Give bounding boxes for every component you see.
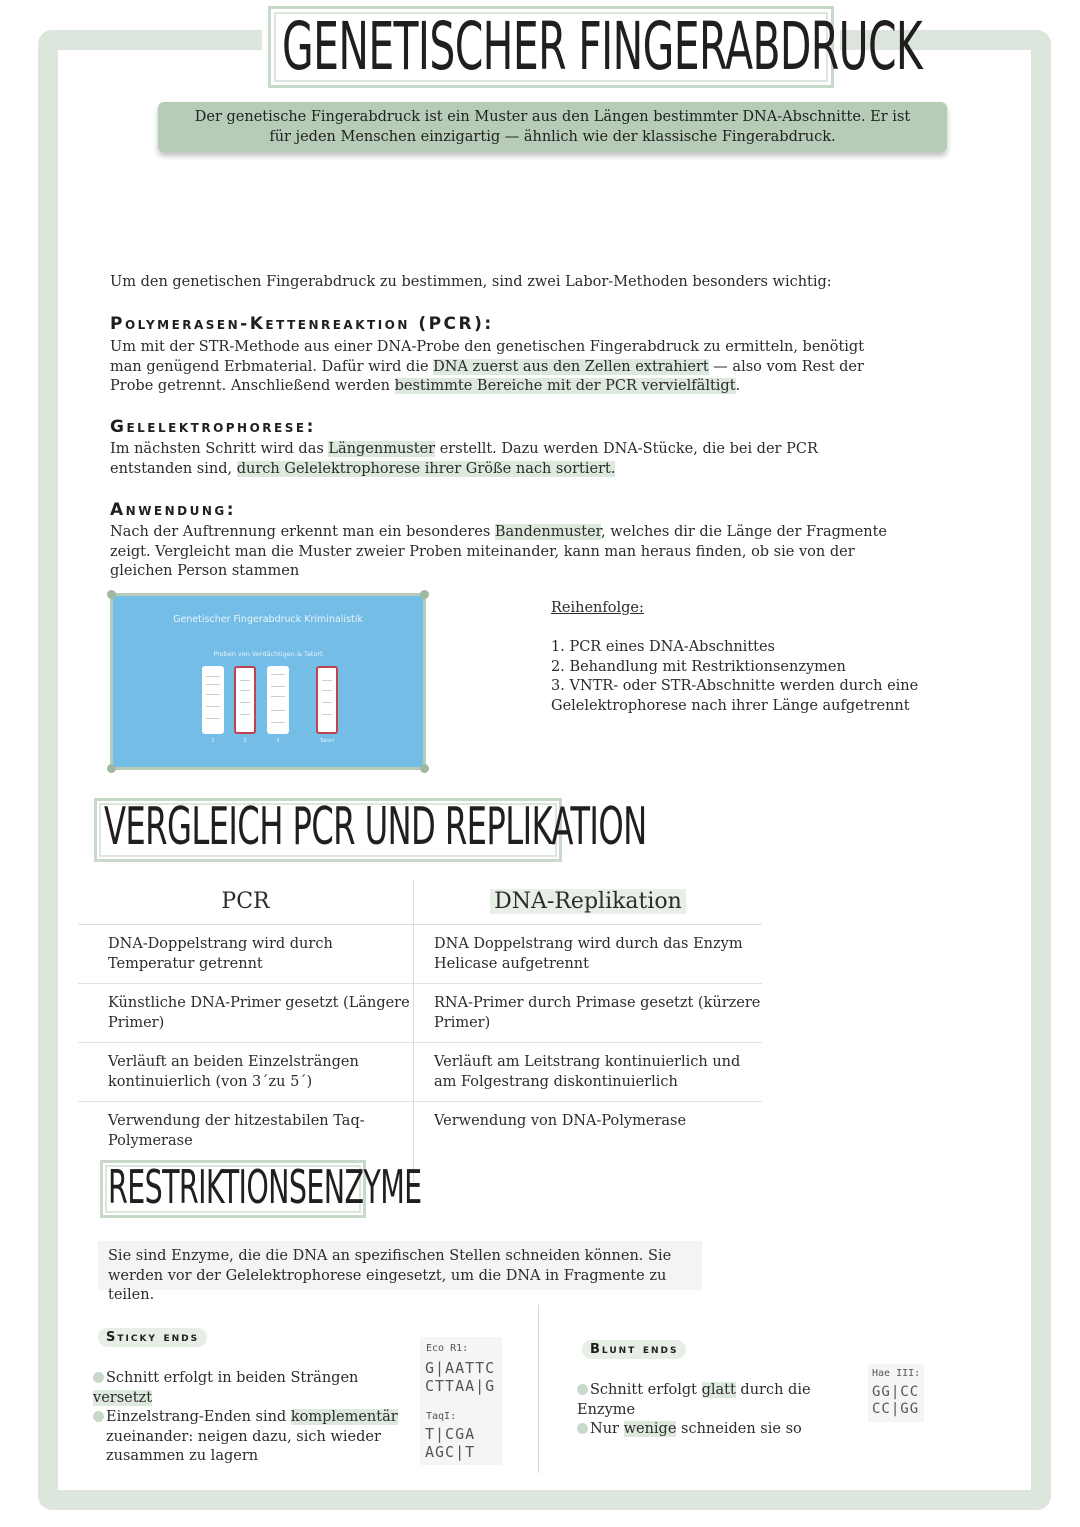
enzyme-label: Hae III:: [872, 1368, 921, 1379]
list-item: Schnitt erfolgt glatt durch die Enzyme: [577, 1382, 811, 1418]
table-cell: Verläuft am Leitstrang kontinuierlich und am Folgestrang diskontinuierlich: [414, 1043, 763, 1102]
sticky-ends-heading: Sticky ends: [98, 1328, 207, 1347]
sequence-bottom: CTTAA|G: [425, 1377, 496, 1395]
figure-title: Genetischer Fingerabdruck Kriminalistik: [173, 614, 363, 625]
table-cell: Künstliche DNA-Primer gesetzt (Längere Primer): [78, 984, 414, 1043]
restriktion-title-banner: [98, 1158, 422, 1220]
gel-lane-1: [202, 666, 224, 734]
table-row: [78, 984, 762, 1043]
list-item: Gelelektrophorese nach ihrer Länge aufgetrennt: [551, 697, 910, 714]
restriktion-title: RESTRIKTIONSENZYME: [108, 1160, 422, 1214]
blunt-ends-heading: Blunt ends: [582, 1340, 686, 1359]
sequence-top: G|AATTC: [425, 1359, 496, 1377]
blunt-ends-list: [577, 1381, 867, 1440]
bullet-icon: [93, 1372, 104, 1383]
column-header-pcr: PCR: [78, 880, 414, 925]
restriktion-description: Sie sind Enzyme, die die DNA an spezifischen Stellen schneiden können. Sie werden vor der Gelelektrophorese eingesetzt, um die DNA in Fragmente zu teilen.: [98, 1241, 702, 1290]
sticky-sequence-box: [420, 1337, 502, 1465]
pcr-paragraph: Um mit der STR-Methode aus einer DNA-Probe den genetischen Fingerabdruck zu ermitteln, benötigt man genügend Erbmaterial. Dafür wird die DNA zuerst aus den Zellen extrahiert — also vom Rest der Probe getrennt. Anschließend werden bestimmte Bereiche mit der PCR vervielfältigt.: [110, 339, 865, 394]
enzyme-label: TaqI:: [426, 1411, 457, 1422]
bullet-icon: [577, 1423, 588, 1434]
reihenfolge-list: [551, 638, 918, 716]
column-divider: [538, 1305, 539, 1473]
intro-box: Der genetische Fingerabdruck ist ein Muster aus den Längen bestimmter DNA-Abschnitte. Er ist für jeden Menschen einzigartig — ähnlich wie der klassische Fingerabdruck.: [158, 102, 947, 152]
lane-label: 3: [276, 738, 280, 744]
table-cell: DNA Doppelstrang wird durch das Enzym Helicase aufgetrennt: [414, 925, 763, 984]
gel-lane-tatort: [316, 666, 338, 734]
table-row: [78, 925, 762, 984]
lead-text: Um den genetischen Fingerabdruck zu bestimmen, sind zwei Labor-Methoden besonders wichtig:: [110, 274, 832, 290]
vergleich-title: VERGLEICH PCR UND REPLIKATION: [104, 797, 647, 857]
sticky-ends-list: [93, 1369, 413, 1467]
gel-heading: Gelelektrophorese:: [110, 417, 316, 437]
pcr-heading: Polymerasen-Kettenreaktion (PCR):: [110, 314, 494, 334]
lane-label: 1: [211, 738, 215, 744]
table-cell: RNA-Primer durch Primase gesetzt (kürzere Primer): [414, 984, 763, 1043]
bullet-icon: [93, 1411, 104, 1422]
comparison-table: [78, 880, 762, 1182]
table-cell: Verwendung der hitzestabilen Taq-Polymerase: [78, 1102, 414, 1183]
title-banner: [262, 0, 923, 94]
anwendung-paragraph: Nach der Auftrennung erkennt man ein besonderes Bandenmuster, welches dir die Länge der Fragmente zeigt. Vergleicht man die Muster zweier Proben miteinander, kann man heraus finden, ob sie von der gleichen Person stammen: [110, 524, 887, 579]
enzyme-label: Eco R1:: [426, 1343, 469, 1354]
table-row: [78, 1043, 762, 1102]
list-item: 3. VNTR- oder STR-Abschnitte werden durch eine: [551, 678, 919, 694]
vergleich-title-banner: [92, 796, 647, 864]
list-item: Nur wenige schneiden sie so: [577, 1420, 867, 1440]
list-item: 2. Behandlung mit Restriktionsenzymen: [551, 658, 846, 675]
table-cell: DNA-Doppelstrang wird durch Temperatur getrennt: [78, 925, 414, 984]
list-item: 1. PCR eines DNA-Abschnittes: [551, 639, 775, 655]
sequence-bottom: CC|GG: [872, 1401, 920, 1417]
lane-label: Tatort: [319, 738, 335, 744]
column-header-replikation: DNA-Replikation: [414, 880, 763, 925]
list-item: Einzelstrang-Enden sind komplementär zueinander: neigen dazu, sich wieder zusammen zu lagern: [93, 1408, 413, 1467]
table-cell: Verwendung von DNA-Polymerase: [414, 1102, 763, 1183]
gel-paragraph: Im nächsten Schritt wird das Längenmuster erstellt. Dazu werden DNA-Stücke, die bei der PCR entstanden sind, durch Gelelektrophorese ihrer Größe nach sortiert.: [110, 441, 818, 477]
bullet-icon: [577, 1384, 588, 1395]
fingerprint-figure: [110, 593, 426, 770]
figure-subtitle: Proben von Verdächtigen & Tatort: [213, 650, 323, 658]
anwendung-heading: Anwendung:: [110, 500, 237, 520]
sequence-top: T|CGA: [425, 1425, 476, 1443]
reihenfolge-heading: Reihenfolge:: [551, 600, 644, 616]
list-item: Schnitt erfolgt in beiden Strängen versetzt: [93, 1370, 359, 1406]
gel-lane-3: [267, 666, 289, 734]
sequence-bottom: AGC|T: [425, 1443, 476, 1461]
sequence-top: GG|CC: [872, 1384, 920, 1400]
lane-label: 2: [243, 738, 247, 744]
table-cell: Verläuft an beiden Einzelsträngen kontinuierlich (von 3´zu 5´): [78, 1043, 414, 1102]
blunt-sequence-box: [868, 1364, 924, 1422]
page-title: GENETISCHER FINGERABDRUCK: [282, 8, 923, 85]
gel-lane-2: [234, 666, 256, 734]
